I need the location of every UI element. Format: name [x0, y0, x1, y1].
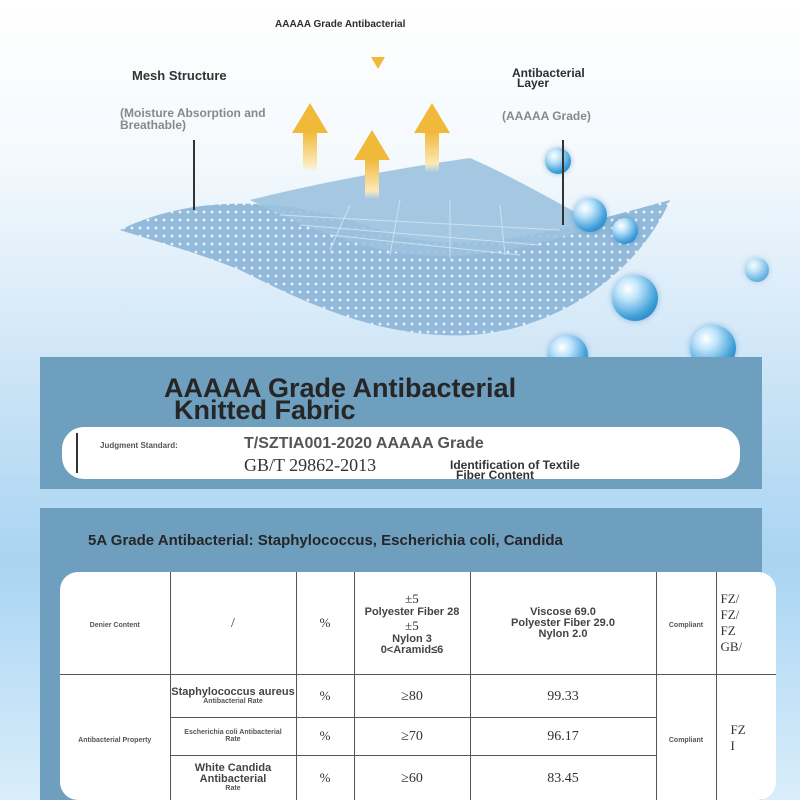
up-arrow-icon	[292, 103, 328, 133]
code-4: GB/	[720, 639, 743, 655]
req-pm2: ±5	[405, 617, 419, 633]
req-text: ≥60	[401, 770, 423, 786]
item-2-name: Escherichia coli Antibacterial	[184, 729, 282, 737]
unit-text: %	[319, 728, 331, 744]
value-text: 99.33	[547, 689, 579, 705]
panel2-heading: 5A Grade Antibacterial: Staphylococcus, Escherichia coli, Candida	[88, 532, 563, 549]
arrow-stem	[365, 159, 379, 199]
cell-item	[170, 675, 296, 717]
code-2: FZ/	[720, 607, 740, 623]
cell-verdict	[656, 675, 716, 800]
down-arrow-icon	[371, 57, 385, 69]
fabric-title-line1: AAAAA Grade Antibacterial	[164, 373, 517, 403]
cell-unit	[296, 717, 354, 755]
verdict-text: Compliant	[668, 622, 704, 630]
cell-value	[470, 717, 656, 755]
fabric-title	[164, 373, 517, 425]
up-arrow-icon	[414, 103, 450, 133]
res-viscose: Viscose 69.0	[530, 605, 596, 618]
antibacterial-layer-title-line1: Antibacterial	[512, 66, 585, 80]
cell-unit	[296, 675, 354, 717]
cell-codes	[716, 572, 776, 675]
standard-2: GB/T 29862-2013	[244, 455, 377, 475]
standard-2-desc-line1: Identification of Textile	[450, 458, 580, 472]
cell-group-label	[60, 675, 170, 800]
cell-verdict	[656, 572, 716, 675]
cell-results	[470, 572, 656, 675]
mesh-structure-subtitle: (Moisture Absorption and Breathable)	[120, 106, 266, 132]
code-5: FZ	[730, 721, 746, 737]
table-row	[60, 572, 776, 675]
unit-text: %	[319, 688, 331, 704]
cell-requirement	[354, 755, 470, 800]
verdict-text: Compliant	[668, 736, 704, 744]
denier-label: Denier Content	[89, 622, 140, 630]
unit-text: %	[319, 769, 331, 785]
arrow-stem	[303, 132, 317, 172]
arrow-stem	[425, 132, 439, 172]
req-text: ≥80	[401, 689, 423, 705]
antibacterial-layer-subtitle: (AAAAA Grade)	[502, 109, 591, 123]
cell-value	[470, 675, 656, 717]
test-results-panel	[40, 508, 762, 800]
cell-item	[170, 755, 296, 800]
code-6: I	[730, 737, 735, 753]
unit-text: %	[319, 615, 331, 631]
req-poly: Polyester Fiber 28	[364, 605, 460, 618]
water-drop-icon	[612, 218, 638, 244]
cell-slash	[170, 572, 296, 675]
antibacterial-layer-title-line2: Layer	[517, 76, 550, 90]
results-table	[60, 572, 776, 800]
antibacterial-layer-title	[512, 68, 585, 88]
code-3: FZ	[720, 623, 736, 639]
table-row	[60, 675, 776, 717]
req-text: ≥70	[401, 729, 423, 745]
mesh-structure-title: Mesh Structure	[132, 68, 227, 83]
fabric-illustration	[0, 0, 800, 360]
res-poly: Polyester Fiber 29.0	[511, 616, 615, 629]
standard-2-desc-line2: Fiber Content	[456, 468, 534, 482]
fabric-title-line2: Knitted Fabric	[174, 395, 356, 425]
item-1-sub: Antibacterial Rate	[203, 698, 263, 706]
group-label: Antibacterial Property	[78, 736, 152, 744]
water-drop-icon	[573, 198, 607, 232]
standard-2-desc	[450, 460, 580, 480]
top-label: AAAAA Grade Antibacterial	[275, 19, 406, 30]
req-pm1: ±5	[405, 590, 419, 606]
item-1-name: Staphylococcus aureus	[171, 686, 295, 699]
water-drop-icon	[545, 148, 571, 174]
fabric-info-panel	[40, 357, 762, 489]
code-1: FZ/	[720, 591, 740, 607]
cell-requirement	[354, 717, 470, 755]
slash-text: /	[231, 616, 235, 632]
value-text: 83.45	[547, 770, 579, 786]
cell-unit	[296, 755, 354, 800]
standard-1: T/SZTIA001-2020 AAAAA Grade	[244, 435, 484, 452]
req-aramid: 0<Aramid≤6	[380, 643, 444, 656]
water-drop-icon	[745, 258, 769, 282]
item-3-sub: Rate	[225, 785, 241, 793]
item-3-name: White Candida Antibacterial	[194, 762, 272, 786]
judgment-label: Judgment Standard:	[100, 441, 178, 450]
cell-value	[470, 755, 656, 800]
cell-denier-label	[60, 572, 170, 675]
results-table-card	[60, 572, 776, 800]
standard-bar	[62, 427, 740, 482]
cell-item	[170, 717, 296, 755]
divider-line	[76, 433, 78, 473]
value-text: 96.17	[547, 729, 579, 745]
cell-requirement	[354, 572, 470, 675]
leader-line	[562, 140, 564, 225]
leader-line	[193, 140, 195, 210]
res-nylon: Nylon 2.0	[538, 627, 588, 640]
up-arrow-icon	[354, 130, 390, 160]
req-nylon: Nylon 3	[392, 632, 432, 645]
cell-unit	[296, 572, 354, 675]
cell-codes	[716, 675, 776, 800]
item-2-sub: Rate	[225, 736, 241, 744]
cell-requirement	[354, 675, 470, 717]
water-drop-icon	[612, 275, 658, 321]
